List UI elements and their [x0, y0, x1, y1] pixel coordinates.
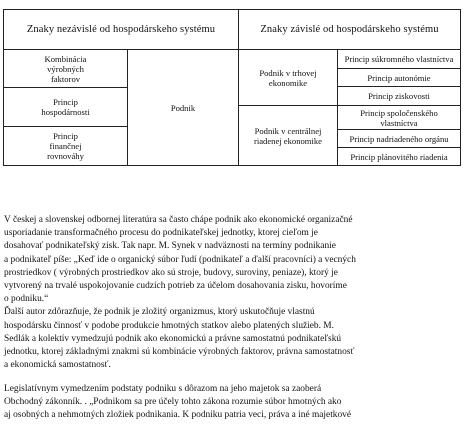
paragraph-definition: V českej a slovenskej odbornej literatúra sa často chápe podnik ako ekonomické organizačné usporiadanie transformačného procesu do podnikateľskej jednotky, ktorej cieľom je dosahovať podnikateľský zisk. Tak napr. M. Synek v nadväznosti na termíny podnikanie a podnikateľ píše: „Keď ide o organický súbor ľudí (podnikateľ a ďalší pracovníci) a vecných prostriedkov ( výrobných prostriedkov ako sú stroje, budovy, suroviny, peniaze), ktorý je vytvorený na trvalé uspokojovanie cudzích potrieb za účelom dosahovania zisku, hovoríme o podniku.“ Ďalší autor zdôrazňuje, že podnik je zložitý organizmus, ktorý uskutočňuje vlastnú hospodársku činnosť v podobe produkcie hmotných statkov alebo platených služieb. M. Sedlák a kolektív vymedzujú podnik ako ekonomickú a právne samostatnú podnikateľskú jednotku, ktorej základnými znakmi sú kombinácie výrobných faktorov, právna samostatnosť a ekonomická samostatnosť.: [4, 215, 356, 371]
group-market-economy: Podnik v trhovej ekonomike: [239, 50, 338, 106]
principle-profitability: Princip ziskovosti: [338, 87, 460, 106]
principle-planned-management: Princip plánovitého riadenia: [350, 151, 448, 162]
principle-autonomy: Princip autonómie: [338, 69, 460, 87]
left-item-balance: Princip finančnej rovnováhy: [4, 127, 128, 165]
header-dependent: Znaky závislé od hospodárskeho systému: [239, 10, 460, 50]
left-item-combination: Kombinácia výrobných faktorov: [4, 50, 128, 88]
center-podnik: Podnik: [128, 50, 239, 165]
paragraph-legislation: Legislatívnym vymedzením podstaty podniku s dôrazom na jeho majetok sa zaoberá Obchodný zákonník. . „Podnikom sa pre účely tohto zákona rozumie súbor hmotných ako aj osobných a nehmotných zložiek podnikania. K podniku patria veci, práva a iné majetkové: [4, 384, 352, 421]
comparison-table: [3, 9, 461, 166]
principle-private-ownership: Princip súkromného vlastníctva: [338, 50, 460, 69]
left-item-economy: Princip hospodárnosti: [4, 88, 128, 127]
principle-superior-body: Princip nadriadeného orgánu: [338, 130, 460, 148]
group-central-economy: Podnik v centrálnej riadenej ekonomike: [239, 106, 338, 165]
header-independent: Znaky nezávislé od hospodárskeho systému: [4, 10, 239, 50]
principle-social-ownership: Princip spoločenského vlastníctva: [338, 106, 460, 130]
